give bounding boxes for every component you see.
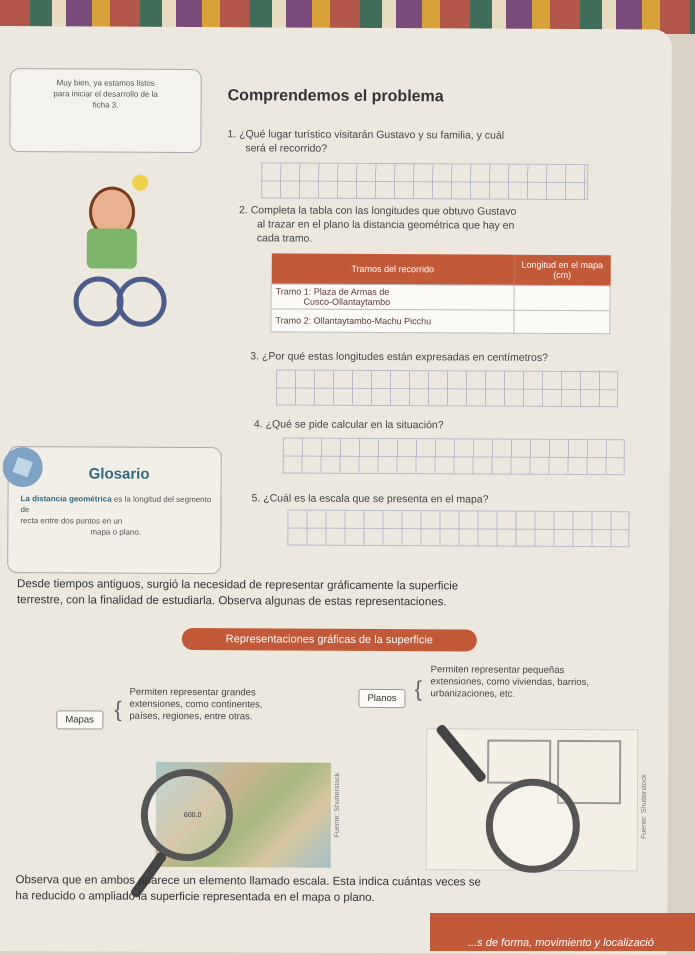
bubble-line-2: para iniciar el desarrollo de la — [53, 89, 158, 99]
intro-line-1: Desde tiempos antiguos, surgió la necesidad de representar gráficamente la superficie — [17, 578, 459, 593]
question-1-line-a: 1. ¿Qué lugar turístico visitarán Gustavo y su familia, y cuál — [227, 128, 505, 142]
bubble-line-3: ficha 3. — [92, 100, 119, 110]
mapas-brace: { — [114, 696, 122, 722]
glosario-title: Glosario — [88, 465, 150, 483]
mapas-desc-1: Permiten representar grandes — [129, 686, 256, 699]
conclusion-paragraph — [15, 872, 665, 907]
intro-line-2: terrestre, con la finalidad de estudiarla. Observa algunas de estas representaciones. — [16, 594, 447, 609]
glosario-text-1: es la longitud del segmento de — [20, 494, 212, 515]
plan-room-1 — [487, 740, 551, 784]
question-4: 4. ¿Qué se pide calcular en la situación? — [253, 418, 444, 432]
lightbulb-icon — [132, 175, 148, 191]
row-1-line-a: Tramo 1: Plaza de Armas de — [275, 286, 390, 298]
row-1-line-b: Cusco-Ollantaytambo — [303, 296, 391, 308]
question-2-line-a: 2. Completa la tabla con las longitudes que obtuvo Gustavo — [239, 204, 517, 218]
glossary-book-icon — [3, 447, 43, 487]
credit-right: Fuente: Shutterstock — [640, 774, 649, 839]
question-2-line-c: cada tramo. — [256, 232, 313, 245]
planos-brace: { — [414, 676, 422, 702]
question-5: 5. ¿Cuál es la escala que se presenta en el mapa? — [251, 492, 489, 506]
glosario-text-2: recta entre dos puntos en un — [20, 516, 123, 526]
mapas-description — [129, 687, 339, 724]
page-title: Comprendemos el problema — [227, 87, 444, 106]
glosario-text-3: mapa o plano. — [90, 527, 142, 537]
conclusion-line-2: ha reducido o ampliado la superficie representada en el mapa o plano. — [15, 890, 375, 904]
table-row-2-label: Tramo 2: Ollantaytambo-Machu Picchu — [271, 309, 514, 333]
table-row-1-label — [271, 284, 514, 310]
speech-bubble — [9, 68, 201, 153]
representaciones-pill: Representaciones gráficas de la superficie — [182, 628, 477, 652]
mapas-desc-2: extensiones, como continentes, — [129, 698, 263, 711]
girl-body-illustration — [87, 228, 137, 268]
planos-desc-2: extensiones, como viviendas, barrios, — [430, 676, 590, 689]
question-3: 3. ¿Por qué estas longitudes están expresadas en centímetros? — [250, 350, 548, 364]
planos-desc-3: urbanizaciones, etc. — [430, 688, 516, 700]
header-tramos: Tramos del recorrido — [271, 253, 514, 285]
mapas-desc-3: países, regiones, entre otras. — [129, 710, 253, 723]
planos-tag: Planos — [358, 689, 405, 708]
glosario-text — [20, 493, 220, 538]
table-row-2-input[interactable] — [514, 310, 610, 334]
question-1-line-b: será el recorrido? — [245, 142, 328, 155]
credit-left: Fuente: Shutterstock — [333, 772, 342, 838]
intro-paragraph — [17, 576, 657, 611]
tramos-table — [270, 253, 610, 334]
worksheet-page — [0, 26, 672, 955]
glosario-box — [7, 446, 222, 574]
answer-grid-3[interactable] — [276, 369, 618, 407]
planos-desc-1: Permiten representar pequeñas — [430, 664, 565, 676]
glosario-term: La distancia geométrica — [20, 494, 112, 504]
header-longitud: Longitud en el mapa (cm) — [514, 255, 610, 286]
magnifier-right-icon — [486, 779, 580, 873]
planos-description — [430, 664, 660, 701]
conclusion-line-1: Observa que en ambos aparece un elemento llamado escala. Esta indica cuántas veces se — [15, 874, 481, 889]
mapas-tag: Mapas — [56, 710, 103, 729]
answer-grid-5[interactable] — [287, 510, 629, 548]
map-scale-label: 600.0 — [183, 811, 202, 820]
question-2 — [239, 203, 669, 247]
wheelchair-wheel-right-icon — [116, 277, 166, 327]
question-2-line-b: al trazar en el plano la distancia geométrica que hay en — [256, 218, 515, 232]
answer-grid-4[interactable] — [283, 437, 625, 475]
question-1 — [227, 127, 667, 157]
footer-band — [430, 913, 695, 951]
table-row-1-input[interactable] — [514, 285, 610, 311]
answer-grid-1[interactable] — [261, 162, 588, 200]
footer-text: ...s de forma, movimiento y localizació — [468, 937, 654, 949]
bubble-line-1: Muy bien, ya estamos listos — [56, 78, 155, 88]
